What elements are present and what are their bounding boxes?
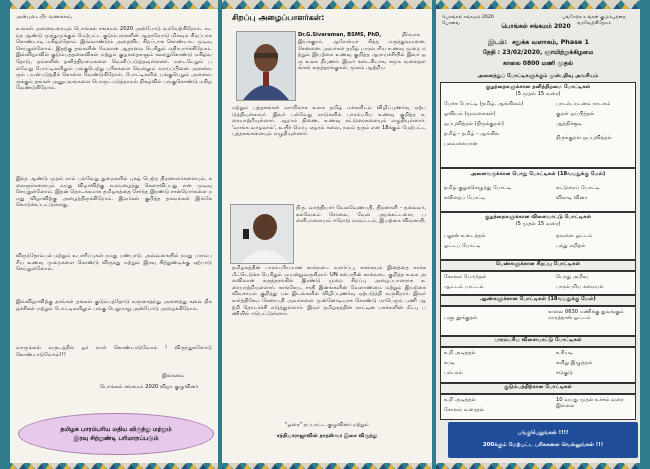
list-item: கோலம் வரைதல் — [444, 407, 485, 413]
corner-note-left: பொங்கல் சங்கமம் 2020 பேரவை — [442, 15, 494, 26]
music-line2: சந்தியாராஜாவின் நாதஸ்வர இசை விருந்து — [276, 433, 378, 439]
list-item: பேச்சு போட்டி (தமிழ், ஆங்கிலம்) — [444, 101, 524, 107]
feast-banner-line2: இரவு சிற்றுண்டி பரிமாறப்படும் — [73, 435, 159, 442]
list-item: கயிறு இழுத்தல் — [556, 360, 593, 366]
list-item: ஆட்டம் பாட்டம் — [444, 284, 484, 290]
men-heading: ஆண்களுக்கான போட்டிகள் (18வயதுக்கு மேல்) — [480, 296, 596, 302]
list-item: ஆத்திச்சூடி — [556, 121, 583, 127]
kids-talent-heading: குழந்தைகளுக்கான தனித்திறமை போட்டிகள் — [485, 84, 591, 90]
guest1-photo — [236, 31, 296, 101]
event-date: தேதி : 23/02/2020, ஞாயிற்றுக்கிழமை — [482, 49, 594, 56]
list-item: ஒப்புவித்தல் (திருக்குறள்) — [444, 121, 504, 127]
list-item: பலூன் உடைத்தல் — [444, 233, 486, 239]
venue-label: இடம்: — [488, 38, 508, 46]
middle-panel — [222, 9, 432, 463]
prizes-line1: பங்குபெறுங்கள் !!!! — [517, 430, 569, 436]
adults-heading: அனைவருக்கான பொது போட்டிகள் (18வயதுக்கு மேல்) — [470, 171, 606, 177]
signoff-label: இங்கனம் — [162, 373, 185, 379]
list-item: கவிதைப் போட்டி — [444, 195, 486, 201]
list-item: தவளை ஓட்டம் — [556, 233, 593, 239]
person-icon — [237, 32, 295, 100]
left-panel — [10, 9, 218, 463]
guest1-title-suffix: நிர்வாக — [402, 32, 420, 38]
list-item: பளு தூக்குதல் — [444, 315, 478, 321]
guests-paragraph: இந்த ஆண்டு முதல் நாம் பல்வேறு துறைகளில் புகழ் பெற்ற திறனாளர்களையும், கலைஞர்களையும் நமது விழாவிற்கு வரவழைத்து கௌரவிப்பது என முடிவு செய்துள்ளோம். இதன் தொடக்கமாக தமிழகத்தை சேர்ந்த இரண்டு சான்றோர்களை நமது விழாவிற்கு அழைத்திருக்கிறோம். இவர்கள் குறித்த தகவல்கள் இங்கே கொடுக்கப்பட்டுள்ளது. — [16, 176, 212, 209]
guest1-bio-top: இயக்குநர், ஆரோக்யா சித்த மருத்துவமனை, சென்னை. அவர்கள் தமிழ் பாரம்பரிய உணவு முறை மற்றும் இயற்கை உணவு குறித்த ஆராய்ச்சியில் இவர் ஒரு உலக நிபுணர். இவர் கடைசியாக, சமூக வலைதளங்கள் கருத்தரங்குகள், மூலம் ஆற்றிய — [298, 39, 426, 72]
guest1-name: Dr.G.Sivaraman, BSMS, PhD, — [298, 32, 382, 38]
feast-banner-line1: தமிழக பாரம்பரிய மதிய விருந்து மற்றும் — [60, 426, 172, 433]
guest2-bio-top: திரு. வாத்தியார் வேலவேணபதி, திறனாளி - தலைவர், கல்வேலம் சோலை, வேல் அறக்கட்டளை, பள்ளிபாளையம் ஈரோடு மாவட்டம், இயற்கை விவசாயி, — [296, 205, 426, 225]
list-item: பாடல், நடனம் நாடகம் — [556, 101, 611, 107]
list-item: உறி அடித்தல் — [444, 397, 476, 403]
corner-note-right: பங்கேற்க உங்கள் குடும்பத்தை வரவேற்கிறோம் — [562, 15, 626, 26]
right-panel — [436, 9, 640, 463]
list-item: திருக்குறள் ஒப்புவித்தல் — [556, 135, 612, 141]
list-item: கோலம் போடுதல் — [444, 274, 487, 280]
person-icon — [231, 205, 293, 263]
list-item: கட்டுரைப் போட்டி — [556, 185, 600, 191]
list-item: தமிழ் - தமிழ் - ஆங்கில — [444, 131, 500, 137]
list-item: பாரம்பரிய சமையல் — [556, 284, 604, 290]
venue: சதுக்க வளாகம், Phase 1 — [512, 38, 589, 46]
guest2-photo — [230, 204, 294, 264]
list-item: குறள் ஒப்பித்தல் — [556, 111, 595, 117]
kids-sports-heading: குழந்தைகளுக்கான விளையாட்டு போட்டிகள் — [484, 214, 592, 220]
list-item: கபடி — [444, 360, 456, 366]
list-item: 10 வயது முதல் உச்சம் வரை இல்லை — [556, 397, 624, 410]
intro-paragraph: உங்கள் அனைவரையும் பொங்கல் சங்கமம் 2020 அன்போடு வரவேற்கிறோம். கடந்த ஆண்டு முத்துமுக்கும் மேற்பட்ட குடும்பங்களின் ஆதரவோடு மிகவும் சிறப்பாக கொண்டாடி மகிழ்ந்தோம். இவ்வாண்டும் அதைவிட சிறப்பாக கொண்டாட முடிவு செய்துள்ளோம். இதற்கு தங்களின் மேலான ஆதரவை பெரிதும் எதிர்பார்க்கிறோம். இவ்விழாவில் குடும்பத்தலைவிகள் மற்றும் குழந்தைகளும் கலந்துகொண்டு மகிழ்வதோடு, தங்களின் தனித்திறமைகளை வெளிப்படுத்தவுள்ளனர். நடைபெறும் பல்வேறு போட்டிகளிலும் பங்குபெற்று பரிசுகளை வெல்லும் வாய்ப்பினை அனைவரும் பயன்படுத்திக் கொள்ள வேண்டுகிறோம். போட்டிகளில் பங்குபெறும் அனைவருக்கும் தங்கள் அனுபவங்களை பொருட்படுத்தாமல் நிகழ்வில் பங்குகொண்டு மகிழ வேண்டுகிறோம். — [16, 26, 212, 92]
kids-sports-age: (5 முதல் 15 வரை) — [515, 221, 561, 227]
registration-note: அனைத்துப் போட்டிகளுக்கும் முன்பதிவு அவசியம் — [477, 73, 599, 79]
games-heading: பாரம்பரிய விளையாட்டு போட்டிகள் — [494, 337, 582, 343]
list-item: சடுகுடு — [556, 370, 573, 376]
list-item: பொது அறிவு — [556, 274, 588, 280]
kids-talent-age: (5 முதல் 15 வரை) — [515, 91, 561, 97]
list-item: உறி அடித்தல் — [444, 350, 476, 356]
guest2-bio: தமிழகத்தின் பாரம்பரியமான கால்நடை வளர்ப்பு, காங்கயம் இனத்தை காக்க மீட்டெடுக்க பெரிதும் முயன்றுவருகிறார். UN சபையின் கால்நடை குறித்த உலக அளவிலான கருத்தரங்கில் இரண்டு முறை சிறப்பு அழைப்பாளராக உரையாற்றியுள்ளார். காங்கேய, சாதி இனங்களின் வேளாண்மை மற்றும் இயற்கை விவசாயம் குறித்து பல இடங்களில் விழிப்புணர்வு ஏற்படுத்தி வருகிறார். இவர் கார்த்திகேய சேனாபதி அவர்களை முன்னோடியாக கொண்டு மாபெரும் பணி ஆற்றி தொடர்ச்சி எடுத்துள்ளார். இவர் தமிழகத்தின் நாட்டின பசுக்களின் மீட்பு பணியில் ஈடுபட்டுள்ளார். — [232, 265, 426, 318]
music-line1: "ஓசை" தப்பாட்ட குழுவினர் மற்றும் — [285, 422, 369, 428]
slogan: வாருங்கள் வருடத்தில் ஓர் நாள் கொண்டாடுவோம் ! விருந்துகளோடு கொண்டாடுவோம்!!! — [16, 345, 212, 358]
prizes-line2: 200க்கும் மேற்பட்ட பரிசுகளை வெல்லுங்கள் !!! — [482, 442, 604, 448]
list-item: ஓட்டப் போட்டி — [444, 243, 481, 249]
list-item: பலவகையான — [444, 141, 478, 147]
list-item: ஓவியம் (மூவகைகள்) — [444, 111, 496, 117]
women-heading: பெண்களுக்கான சிறப்பு போட்டிகள் — [495, 261, 581, 267]
prizes-banner — [448, 422, 638, 458]
feast-paragraph: விருந்தோம்பல் மற்றும் உபசரிப்புகள் நமது பண்பாடு. அவ்வகையில் நமது பாரம்பரிய உணவு முறைகளை கொண்டு விருந்து மற்றும் இரவு சிற்றுண்டிக்கு ஏற்பாடு செய்துள்ளோம். — [16, 253, 212, 273]
event-badge: பொங்கல் சங்கமம் 2020 — [501, 23, 571, 30]
greeting: அன்புடையீர் வணக்கம், — [16, 14, 73, 20]
guests-heading: சிறப்பு அழைப்பாளர்கள்: — [232, 13, 325, 22]
list-item: தமிழ் குறுக்கெழுத்து போட்டி — [444, 185, 512, 191]
list-item: பந்து எறிதல் — [556, 243, 586, 249]
list-item: விநாடி வினா — [556, 195, 588, 201]
invite-paragraph: இவ்விழாவிற்கு தாங்கள் தங்கள் குடும்பத்தோடு வருகைதந்து அனைத்து கலை நிகழ்ச்சிகள் மற்றும் போட்டிகளிலும் பங்கு பெறுமாறு அன்போடு அழைக்கிறோம். — [16, 299, 212, 312]
feast-banner — [18, 413, 214, 455]
list-item: பம்பரம் — [444, 370, 463, 376]
list-item: காலை 0630 மணிக்கு துவங்கும் மாரத்தான் ஓட்டம் — [548, 309, 624, 322]
signoff-committee: பொங்கல் சங்கமம் 2020 விழா குழுவினர் — [100, 384, 199, 390]
list-item: உரியடி — [556, 350, 574, 356]
event-time: காலை 0800 மணி முதல் — [503, 60, 573, 67]
guest1-bio: மற்றும் புத்தகங்கள் வாயிலாக உலக தமிழ் மக்களிடம் விழிப்புணர்வு ஏற்படுத்தியுள்ளவர். இவர் பல்வேறு நாடுகளில் பாரம்பரிய உணவு குறித்த உரையாற்றியுள்ளார். ஆறாம் திணை, உணவு கட்டுரைகளையும் எழுதியுள்ளார். 'வாங்க வாழலாம்', உயிர் மெய், ஏழாம் சுவை, நலம் தரும் என 18க்கும் மேற்பட்ட புத்தகங்களையும் எழுதியுள்ளார். — [232, 105, 426, 138]
family-heading: குடும்பத்திற்கான போட்டிகள் — [504, 384, 572, 390]
